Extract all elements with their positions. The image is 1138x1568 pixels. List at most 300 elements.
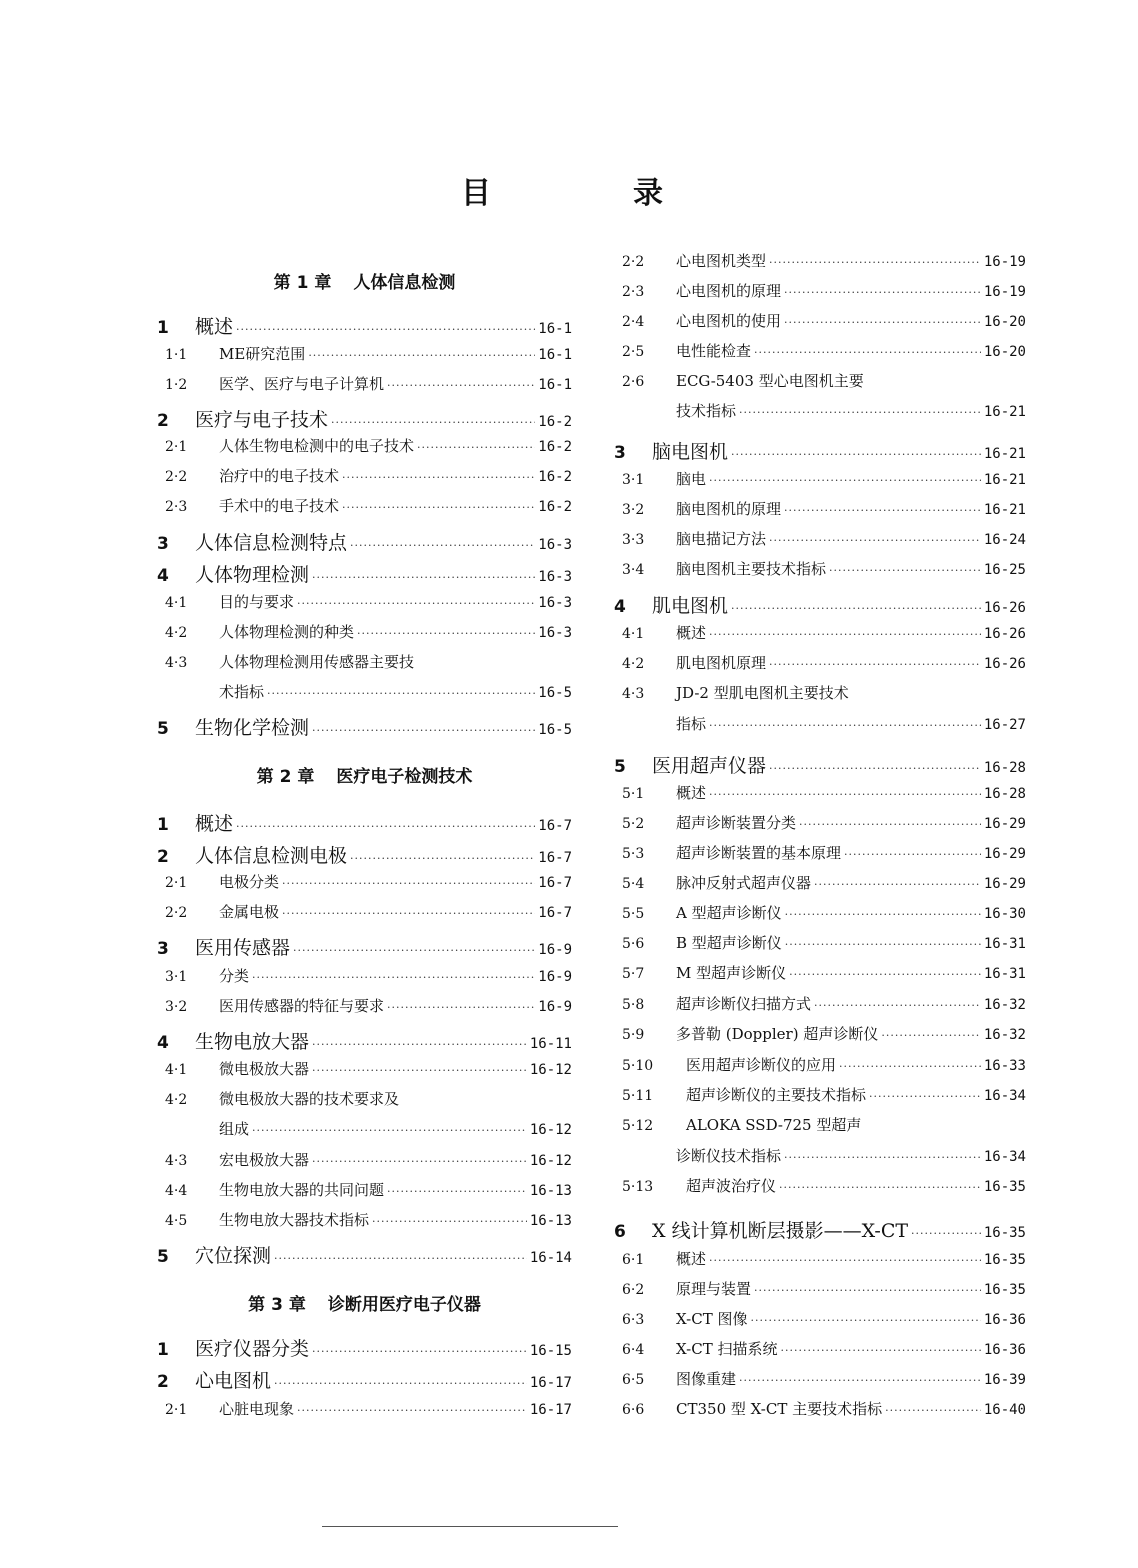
toc-subsection-entry[interactable]	[157, 871, 572, 897]
entry-title: A 型超声诊断仪	[676, 904, 782, 922]
page-number: 16-21	[983, 502, 1026, 518]
page-number: 16-3	[538, 569, 572, 585]
entry-title: 医用超声诊断仪的应用	[686, 1056, 837, 1074]
dot-leader	[709, 474, 981, 487]
entry-title: 多普勒 (Doppler) 超声诊断仪	[676, 1025, 879, 1043]
entry-number: 1·1	[165, 347, 188, 363]
chapter-number: 第 2 章	[256, 767, 315, 787]
page-number: 16-12	[529, 1122, 572, 1138]
dot-leader	[784, 1151, 981, 1164]
dot-leader	[785, 908, 981, 921]
toc-subsection-entry[interactable]	[614, 1338, 1026, 1364]
chapter-heading	[157, 268, 572, 293]
dot-leader	[252, 971, 535, 984]
entry-title: 目的与要求	[219, 593, 295, 611]
entry-title: 超声诊断仪扫描方式	[676, 995, 812, 1013]
page-number: 16-3	[538, 537, 572, 553]
entry-number: 4	[157, 1033, 169, 1053]
dot-leader	[312, 571, 535, 584]
page-number: 16-2	[538, 499, 572, 515]
page-number: 16-31	[983, 936, 1026, 952]
dot-leader	[784, 286, 981, 299]
dot-leader	[739, 1374, 981, 1387]
entry-title: X-CT 图像	[676, 1310, 748, 1328]
page-number: 16-12	[529, 1153, 572, 1169]
toc-subsection-entry[interactable]	[157, 465, 572, 491]
page-number: 16-36	[983, 1312, 1026, 1328]
page-title: 目 录	[461, 176, 719, 211]
toc-subsection-entry[interactable]	[157, 373, 572, 399]
toc-subsection-entry[interactable]	[157, 621, 572, 647]
toc-entry-continuation[interactable]	[614, 400, 1026, 426]
entry-number: 5·2	[622, 816, 645, 832]
footer-rule	[322, 1526, 618, 1527]
entry-title: 金属电极	[219, 903, 280, 921]
entry-title: X-CT 扫描系统	[676, 1340, 778, 1358]
entry-title: 人体物理检测用传感器主要技	[219, 653, 415, 671]
toc-section-entry[interactable]	[157, 713, 572, 739]
toc-subsection-entry[interactable]	[157, 965, 572, 991]
toc-subsection-entry[interactable]	[614, 498, 1026, 524]
entry-number: 3·3	[622, 532, 645, 548]
toc-subsection-entry[interactable]	[614, 1084, 1026, 1110]
entry-number: 2·2	[165, 469, 188, 485]
page-number: 16-1	[538, 321, 572, 337]
toc-section-entry[interactable]	[614, 437, 1026, 463]
entry-number: 1	[157, 318, 169, 338]
entry-number: 2·1	[165, 1402, 188, 1418]
toc-subsection-entry[interactable]	[614, 932, 1026, 958]
page-number: 16-9	[538, 942, 572, 958]
page-number: 16-15	[529, 1343, 572, 1359]
page-number: 16-25	[983, 562, 1026, 578]
entry-title: 医用传感器	[195, 937, 291, 959]
dot-leader	[769, 762, 981, 775]
dot-leader	[350, 852, 535, 865]
entry-title: 心脏电现象	[219, 1400, 295, 1418]
entry-number: 6	[614, 1222, 626, 1242]
entry-title: JD-2 型肌电图机主要技术	[676, 684, 849, 702]
dot-leader	[331, 416, 535, 429]
toc-subsection-entry[interactable]	[157, 1179, 572, 1205]
entry-title: 心电图机	[195, 1370, 272, 1392]
dot-leader	[709, 788, 981, 801]
page-number: 16-26	[983, 626, 1026, 642]
entry-title: 分类	[219, 967, 250, 985]
dot-leader	[372, 1215, 527, 1228]
toc-subsection-entry[interactable]	[614, 682, 1026, 708]
entry-number: 5·1	[622, 786, 645, 802]
dot-leader	[252, 1124, 527, 1137]
page-number: 16-27	[983, 717, 1026, 733]
toc-section-entry[interactable]	[157, 312, 572, 338]
page-number: 16-14	[529, 1250, 572, 1266]
page-number: 16-5	[538, 722, 572, 738]
entry-title: 心电图机类型	[676, 252, 767, 270]
page-number: 16-29	[983, 816, 1026, 832]
page-number: 16-3	[538, 595, 572, 611]
chapter-heading	[157, 762, 572, 787]
entry-number: 6·2	[622, 1282, 645, 1298]
entry-number: 4·2	[165, 1092, 188, 1108]
page-number: 16-7	[538, 850, 572, 866]
page-number: 16-9	[538, 969, 572, 985]
toc-subsection-entry[interactable]	[157, 435, 572, 461]
entry-title: 医学、医疗与电子计算机	[219, 375, 385, 393]
dot-leader	[709, 628, 981, 641]
entry-number: 2·5	[622, 344, 645, 360]
dot-leader	[312, 1155, 527, 1168]
entry-title: 超声诊断装置分类	[676, 814, 797, 832]
entry-title: 脑电描记方法	[676, 530, 767, 548]
toc-subsection-entry[interactable]	[614, 782, 1026, 808]
entry-number: 5·4	[622, 876, 645, 892]
entry-title: 脑电图机主要技术指标	[676, 560, 827, 578]
page-number: 16-36	[983, 1342, 1026, 1358]
entry-number: 5·5	[622, 906, 645, 922]
toc-section-entry[interactable]	[157, 1241, 572, 1267]
entry-title: 心电图机的原理	[676, 282, 782, 300]
entry-number: 4	[157, 566, 169, 586]
chapter-heading	[157, 1290, 572, 1315]
toc-entry-continuation[interactable]	[614, 1145, 1026, 1171]
entry-number: 2·2	[622, 254, 645, 270]
entry-number: 4·3	[165, 1153, 188, 1169]
toc-subsection-entry[interactable]	[157, 1398, 572, 1424]
entry-number: 3·2	[165, 999, 188, 1015]
page-number: 16-31	[983, 966, 1026, 982]
entry-title: 概述	[676, 784, 707, 802]
dot-leader	[709, 1254, 981, 1267]
entry-number: 3·1	[165, 969, 188, 985]
entry-number: 5	[614, 757, 626, 777]
toc-section-entry[interactable]	[157, 1027, 572, 1053]
toc-subsection-entry[interactable]	[614, 310, 1026, 336]
entry-title: 术指标	[219, 683, 265, 701]
page-number: 16-39	[983, 1372, 1026, 1388]
toc-entry-continuation[interactable]	[614, 713, 1026, 739]
page-number: 16-11	[529, 1036, 572, 1052]
entry-number: 6·5	[622, 1372, 645, 1388]
dot-leader	[297, 1404, 527, 1417]
entry-title: 医用超声仪器	[652, 755, 767, 777]
page-number: 16-1	[538, 347, 572, 363]
entry-number: 2	[157, 411, 169, 431]
dot-leader	[312, 724, 535, 737]
toc-subsection-entry[interactable]	[157, 1209, 572, 1235]
entry-number: 5·9	[622, 1027, 645, 1043]
entry-title: 超声诊断装置的基本原理	[676, 844, 842, 862]
entry-number: 3·2	[622, 502, 645, 518]
entry-number: 6·6	[622, 1402, 645, 1418]
toc-subsection-entry[interactable]	[157, 1058, 572, 1084]
toc-subsection-entry[interactable]	[614, 993, 1026, 1019]
dot-leader	[769, 658, 981, 671]
dot-leader	[293, 944, 535, 957]
toc-subsection-entry[interactable]	[614, 872, 1026, 898]
entry-number: 3·4	[622, 562, 645, 578]
page-number: 16-7	[538, 905, 572, 921]
toc-subsection-entry[interactable]	[614, 250, 1026, 276]
entry-title: M 型超声诊断仪	[676, 964, 787, 982]
page-number: 16-20	[983, 314, 1026, 330]
entry-title: 心电图机的使用	[676, 312, 782, 330]
entry-number: 3	[157, 939, 169, 959]
entry-title: ECG-5403 型心电图机主要	[676, 372, 864, 390]
entry-title: 人体生物电检测中的电子技术	[219, 437, 415, 455]
dot-leader	[357, 627, 535, 640]
page-number: 16-35	[983, 1252, 1026, 1268]
toc-subsection-entry[interactable]	[614, 962, 1026, 988]
entry-title: 图像重建	[676, 1370, 737, 1388]
entry-number: 6·3	[622, 1312, 645, 1328]
dot-leader	[312, 1345, 527, 1358]
page-number: 16-35	[983, 1282, 1026, 1298]
entry-number: 4·2	[622, 656, 645, 672]
dot-leader	[750, 1314, 980, 1327]
toc-subsection-entry[interactable]	[614, 1175, 1026, 1201]
entry-title: 概述	[195, 813, 234, 835]
entry-title: 医疗仪器分类	[195, 1338, 310, 1360]
page-number: 16-17	[529, 1402, 572, 1418]
page-number: 16-5	[538, 685, 572, 701]
chapter-title: 诊断用医疗电子仪器	[327, 1295, 481, 1315]
entry-number: 4	[614, 597, 626, 617]
toc-subsection-entry[interactable]	[157, 651, 572, 677]
entry-number: 2	[157, 1372, 169, 1392]
dot-leader	[297, 597, 535, 610]
entry-title: 宏电极放大器	[219, 1151, 310, 1169]
page-number: 16-35	[983, 1179, 1026, 1195]
entry-number: 2	[157, 847, 169, 867]
entry-title: 人体物理检测	[195, 564, 310, 586]
toc-subsection-entry[interactable]	[614, 1308, 1026, 1334]
dot-leader	[799, 818, 981, 831]
toc-subsection-entry[interactable]	[614, 1023, 1026, 1049]
toc-entry-continuation[interactable]	[157, 1118, 572, 1144]
toc-subsection-entry[interactable]	[614, 528, 1026, 554]
entry-title: 生物电放大器技术指标	[219, 1211, 370, 1229]
entry-title: 微电极放大器的技术要求及	[219, 1090, 400, 1108]
toc-subsection-entry[interactable]	[157, 343, 572, 369]
toc-subsection-entry[interactable]	[614, 1248, 1026, 1274]
toc-subsection-entry[interactable]	[157, 591, 572, 617]
dot-leader	[417, 441, 535, 454]
entry-number: 2·1	[165, 875, 188, 891]
toc-subsection-entry[interactable]	[614, 1368, 1026, 1394]
entry-title: 微电极放大器	[219, 1060, 310, 1078]
entry-title: 人体信息检测电极	[195, 845, 348, 867]
toc-section-entry[interactable]	[614, 1216, 1026, 1242]
entry-number: 1·2	[165, 377, 188, 393]
entry-title: 医疗与电子技术	[195, 409, 329, 431]
page-number: 16-7	[538, 818, 572, 834]
page-number: 16-33	[983, 1058, 1026, 1074]
dot-leader	[829, 564, 981, 577]
toc-entry-continuation[interactable]	[157, 681, 572, 707]
dot-leader	[312, 1064, 527, 1077]
dot-leader	[236, 820, 535, 833]
entry-title: 脑电图机	[652, 441, 729, 463]
toc-section-entry[interactable]	[157, 1366, 572, 1392]
entry-number: 5·3	[622, 846, 645, 862]
dot-leader	[769, 534, 981, 547]
dot-leader	[754, 346, 981, 359]
dot-leader	[785, 938, 981, 951]
toc-subsection-entry[interactable]	[614, 1054, 1026, 1080]
dot-leader	[731, 602, 981, 615]
toc-subsection-entry[interactable]	[614, 652, 1026, 678]
page-number: 16-34	[983, 1149, 1026, 1165]
toc-subsection-entry[interactable]	[157, 995, 572, 1021]
page-number: 16-2	[538, 469, 572, 485]
entry-number: 4·1	[165, 595, 188, 611]
page-number: 16-35	[983, 1225, 1026, 1241]
entry-title: 超声诊断仪的主要技术指标	[686, 1086, 867, 1104]
toc-section-entry[interactable]	[157, 1334, 572, 1360]
page-number: 16-3	[538, 625, 572, 641]
page-number: 16-1	[538, 377, 572, 393]
entry-number: 3·1	[622, 472, 645, 488]
dot-leader	[387, 1185, 527, 1198]
entry-number: 4·1	[622, 626, 645, 642]
dot-leader	[312, 1038, 527, 1051]
toc-subsection-entry[interactable]	[614, 558, 1026, 584]
entry-number: 2·2	[165, 905, 188, 921]
toc-subsection-entry[interactable]	[614, 842, 1026, 868]
toc-subsection-entry[interactable]	[614, 468, 1026, 494]
page-number: 16-29	[983, 846, 1026, 862]
toc-section-entry[interactable]	[157, 528, 572, 554]
entry-number: 5·10	[622, 1058, 654, 1074]
dot-leader	[911, 1227, 981, 1240]
toc-section-entry[interactable]	[157, 560, 572, 586]
dot-leader	[885, 1404, 981, 1417]
entry-title: X 线计算机断层摄影——X-CT	[652, 1220, 909, 1242]
page-number: 16-19	[983, 254, 1026, 270]
entry-title: ME研究范围	[219, 345, 306, 363]
page-number: 16-13	[529, 1213, 572, 1229]
toc-section-entry[interactable]	[614, 591, 1026, 617]
entry-title: 治疗中的电子技术	[219, 467, 340, 485]
toc-subsection-entry[interactable]	[614, 370, 1026, 396]
entry-title: CT350 型 X-CT 主要技术指标	[676, 1400, 883, 1418]
entry-number: 5·7	[622, 966, 645, 982]
entry-title: 脉冲反射式超声仪器	[676, 874, 812, 892]
entry-title: 手术中的电子技术	[219, 497, 340, 515]
entry-title: 人体信息检测特点	[195, 532, 348, 554]
page-number: 16-13	[529, 1183, 572, 1199]
entry-title: 生物电放大器的共同问题	[219, 1181, 385, 1199]
toc-section-entry[interactable]	[614, 751, 1026, 777]
entry-title: 指标	[676, 715, 707, 733]
dot-leader	[342, 471, 535, 484]
entry-title: 概述	[676, 624, 707, 642]
toc-subsection-entry[interactable]	[614, 622, 1026, 648]
dot-leader	[779, 1181, 981, 1194]
dot-leader	[769, 256, 981, 269]
toc-section-entry[interactable]	[157, 933, 572, 959]
entry-number: 2·6	[622, 374, 645, 390]
page-number: 16-32	[983, 1027, 1026, 1043]
toc-subsection-entry[interactable]	[614, 1398, 1026, 1424]
entry-number: 3	[614, 443, 626, 463]
dot-leader	[784, 504, 981, 517]
entry-number: 2·1	[165, 439, 188, 455]
entry-title: 诊断仪技术指标	[676, 1147, 782, 1165]
chapter-number: 第 1 章	[273, 273, 332, 293]
entry-number: 3	[157, 534, 169, 554]
toc-subsection-entry[interactable]	[157, 495, 572, 521]
toc-section-entry[interactable]	[157, 405, 572, 431]
page-number: 16-26	[983, 656, 1026, 672]
entry-title: 脑电	[676, 470, 707, 488]
toc-subsection-entry[interactable]	[157, 1088, 572, 1114]
entry-number: 1	[157, 1340, 169, 1360]
entry-title: 脑电图机的原理	[676, 500, 782, 518]
entry-number: 2·3	[622, 284, 645, 300]
page-number: 16-20	[983, 344, 1026, 360]
page-number: 16-17	[529, 1375, 572, 1391]
entry-title: 生物电放大器	[195, 1031, 310, 1053]
dot-leader	[814, 999, 981, 1012]
dot-leader	[814, 878, 981, 891]
page-number: 16-24	[983, 532, 1026, 548]
dot-leader	[754, 1284, 981, 1297]
dot-leader	[342, 501, 535, 514]
toc-subsection-entry[interactable]	[157, 1149, 572, 1175]
page-number: 16-21	[983, 446, 1026, 462]
page-number: 16-19	[983, 284, 1026, 300]
entry-number: 6·1	[622, 1252, 645, 1268]
entry-title: 电性能检查	[676, 342, 752, 360]
entry-title: 穴位探测	[195, 1245, 272, 1267]
entry-title: 人体物理检测的种类	[219, 623, 355, 641]
entry-number: 4·5	[165, 1213, 188, 1229]
chapter-title: 医疗电子检测技术	[336, 767, 473, 787]
dot-leader	[282, 877, 535, 890]
dot-leader	[839, 1060, 981, 1073]
toc-subsection-entry[interactable]	[614, 1114, 1026, 1140]
entry-number: 5·13	[622, 1179, 654, 1195]
page-number: 16-40	[983, 1402, 1026, 1418]
toc-subsection-entry[interactable]	[614, 812, 1026, 838]
entry-title: 超声波治疗仪	[686, 1177, 777, 1195]
entry-number: 5	[157, 1247, 169, 1267]
toc-subsection-entry[interactable]	[614, 902, 1026, 928]
page-number: 16-2	[538, 414, 572, 430]
dot-leader	[844, 848, 981, 861]
entry-number: 4·1	[165, 1062, 188, 1078]
entry-title: 肌电图机原理	[676, 654, 767, 672]
dot-leader	[387, 379, 535, 392]
dot-leader	[267, 687, 535, 700]
dot-leader	[274, 1252, 527, 1265]
entry-title: B 型超声诊断仪	[676, 934, 782, 952]
toc-subsection-entry[interactable]	[614, 1278, 1026, 1304]
entry-number: 2·4	[622, 314, 645, 330]
dot-leader	[869, 1090, 981, 1103]
toc-subsection-entry[interactable]	[614, 340, 1026, 366]
toc-subsection-entry[interactable]	[614, 280, 1026, 306]
dot-leader	[387, 1001, 535, 1014]
toc-section-entry[interactable]	[157, 841, 572, 867]
page-number: 16-32	[983, 997, 1026, 1013]
toc-subsection-entry[interactable]	[157, 901, 572, 927]
toc-section-entry[interactable]	[157, 809, 572, 835]
dot-leader	[780, 1344, 980, 1357]
entry-number: 5·12	[622, 1118, 654, 1134]
